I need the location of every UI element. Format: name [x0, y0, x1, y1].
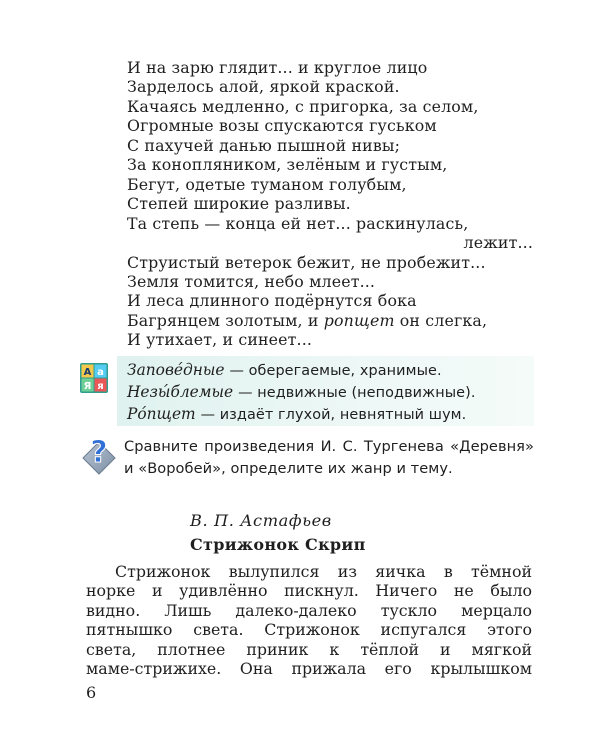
- story-line: норке и удивлённо пискнул. Ничего не было: [86, 581, 532, 601]
- svg-text:а: а: [97, 367, 104, 378]
- glossary-term: Ро́пщет: [127, 405, 196, 423]
- poem-line: Зарделось алой, яркой краской.: [127, 77, 400, 97]
- glossary-term: Незы́блемые: [127, 383, 234, 401]
- svg-text:А: А: [83, 367, 92, 378]
- glossary-definition: — недвижные (неподвижные).: [238, 385, 476, 401]
- svg-text:Я: Я: [83, 381, 92, 392]
- poem-text: Багрянцем золотым, и: [127, 310, 319, 330]
- page-number: 6: [86, 683, 97, 702]
- poem: [127, 58, 537, 350]
- poem-line: Струистый ветерок бежит, не пробежит...: [127, 252, 486, 272]
- story-text: [86, 562, 532, 678]
- story-author: В. П. Астафьев: [190, 511, 332, 530]
- dictionary-icon: [80, 363, 108, 393]
- glossary-list: [127, 360, 537, 426]
- glossary-entry: [127, 360, 537, 382]
- poem-line: Земля томится, небо млеет...: [127, 271, 376, 291]
- poem-line: За конопляником, зелёным и густым,: [127, 155, 448, 175]
- glossary-entry: [127, 404, 537, 426]
- poem-line: Огромные возы спускаются гуськом: [127, 116, 437, 136]
- poem-emphasis: ропщет: [323, 310, 395, 330]
- poem-line: Качаясь медленно, с пригорка, за селом,: [127, 96, 479, 116]
- story-line: пятнышко света. Стрижонок испугался этого: [86, 620, 532, 640]
- story-line: видно. Лишь далеко-далеко тускло мерцало: [86, 600, 532, 620]
- poem-line: лежит...: [463, 233, 533, 253]
- glossary-term: Запове́дные: [127, 361, 225, 379]
- glossary-definition: — издаёт глухой, невнятный шум.: [200, 407, 467, 423]
- poem-line: Бегут, одетые туманом голубым,: [127, 174, 407, 194]
- svg-text:?: ?: [90, 435, 108, 470]
- glossary-definition: — оберегаемые, хранимые.: [229, 363, 442, 379]
- poem-line: С пахучей данью пышной нивы;: [127, 135, 401, 155]
- story-line: Стрижонок вылупился из яичка в тёмной: [115, 562, 532, 581]
- poem-line: И на зарю глядит... и круглое лицо: [127, 58, 428, 77]
- question-text: Сравните произведения И. С. Тургенева «Деревня» и «Воробей», определите их жанр и тему.: [124, 438, 534, 478]
- glossary-entry: [127, 382, 537, 404]
- poem-text: он слегка,: [399, 310, 488, 330]
- question-mark-icon: [82, 434, 116, 476]
- poem-line: [127, 311, 537, 330]
- poem-line: Степей широкие разливы.: [127, 194, 351, 214]
- poem-line: Та степь — конца ей нет... раскинулась,: [127, 213, 469, 233]
- poem-line: И утихает, и синеет...: [127, 330, 313, 350]
- story-line: света, плотнее приник к тёплой и мягкой: [86, 639, 532, 659]
- poem-line: И леса длинного подёрнутся бока: [127, 291, 417, 311]
- story-line: маме-стрижихе. Она прижала его крылышком: [86, 659, 532, 679]
- svg-text:я: я: [97, 381, 104, 392]
- story-title: Стрижонок Скрип: [190, 535, 366, 554]
